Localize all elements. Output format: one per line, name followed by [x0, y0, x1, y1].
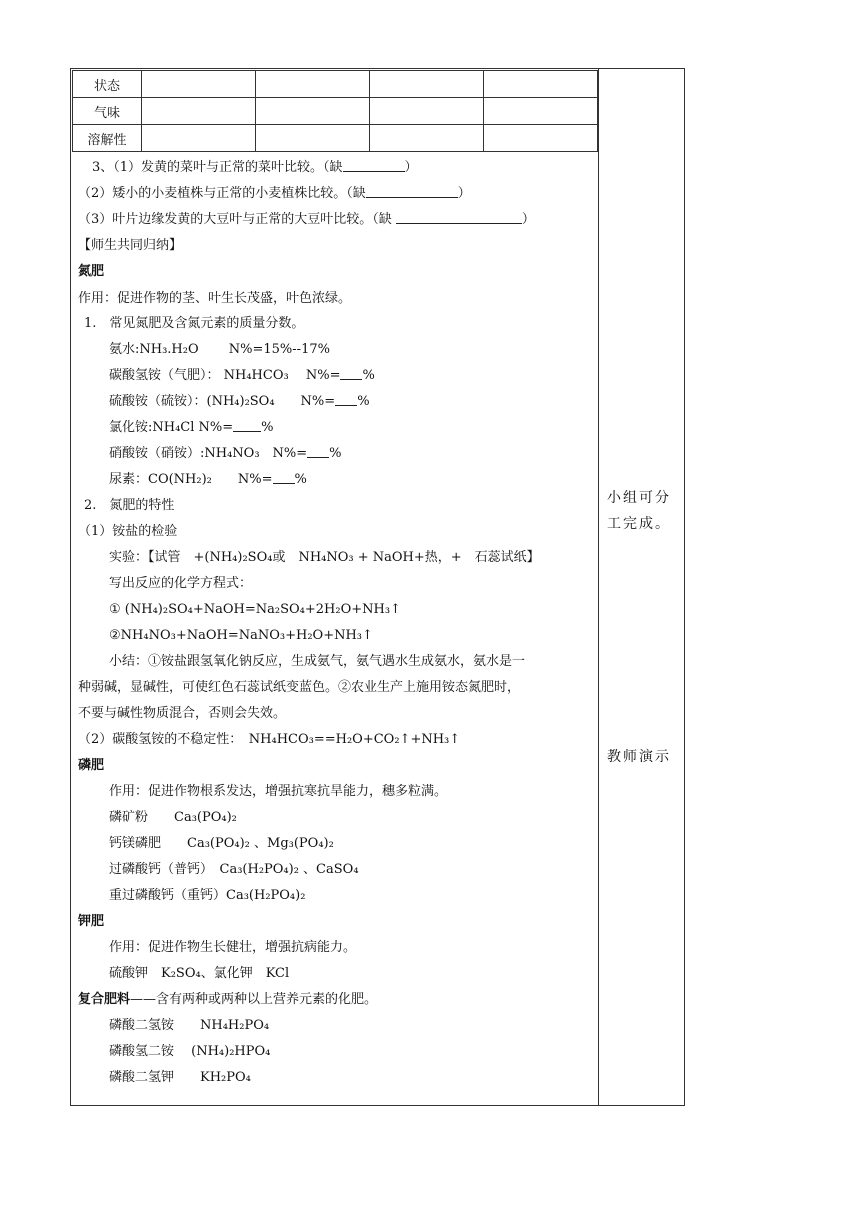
formula-text: 硫酸铵（硫铵）：(NH₄)₂SO₄ N%= [109, 394, 336, 409]
compound-fertilizer [78, 991, 377, 1009]
answer-blank[interactable] [343, 159, 405, 172]
conclusion-line-2: 种弱碱，显碱性，可使红色石蕊试纸变蓝色。②农业生产上施用铵态氮肥时， [78, 680, 521, 695]
table-cell [142, 71, 256, 98]
table-row [73, 125, 598, 152]
row-label: 状态 [73, 71, 142, 98]
potassium-salts: 硫酸钾 K₂SO₄、氯化钾 KCl [109, 966, 290, 981]
table-cell [256, 125, 370, 152]
monoammonium-phosphate: 磷酸二氢铵 NH₄H₂PO₄ [109, 1018, 270, 1033]
question-text: （2）矮小的小麦植株与正常的小麦植株比较。（缺 [78, 186, 366, 201]
table-row [73, 98, 598, 125]
row-label: 溶解性 [73, 125, 142, 152]
answer-blank[interactable] [273, 471, 295, 484]
potassium-function: 作用：促进作物生长健壮，增强抗病能力。 [109, 940, 357, 955]
conclusion-line-3: 不要与碱性物质混合，否则会失效。 [78, 706, 287, 721]
formula-text: 碳酸氢铵（气肥）： NH₄HCO₃ N%= [109, 368, 341, 383]
column-divider [598, 68, 599, 1106]
compound-heading: 复合肥料 [78, 992, 131, 1007]
question-text: （3）叶片边缘发黄的大豆叶与正常的大豆叶比较。（缺 [78, 212, 396, 227]
question-close: ） [404, 160, 418, 175]
percent-sign: % [329, 446, 342, 461]
phosphorus-heading: 磷肥 [78, 758, 105, 773]
percent-sign: % [294, 472, 307, 487]
diammonium-phosphate: 磷酸氢二铵 (NH₄)₂HPO₄ [109, 1044, 271, 1059]
answer-blank[interactable] [366, 185, 458, 198]
table-cell [484, 98, 598, 125]
answer-blank[interactable] [340, 367, 362, 380]
question-close: ） [521, 212, 535, 227]
ammonium-bicarbonate [109, 367, 375, 385]
table-row [73, 71, 598, 98]
table-cell [370, 98, 484, 125]
ammonium-nitrate [109, 445, 342, 463]
percent-sign: % [261, 420, 274, 435]
potassium-heading: 钾肥 [78, 914, 105, 929]
formula-text: 尿素：CO(NH₂)₂ N%= [109, 472, 273, 487]
nitrogen-item-1: 1. 常见氮肥及含氮元素的质量分数。 [84, 316, 305, 331]
phosphorus-function: 作用：促进作物根系发达，增强抗寒抗旱能力，穗多粒满。 [109, 784, 448, 799]
question-text: 3、（1）发黄的菜叶与正常的菜叶比较。（缺 [92, 160, 343, 175]
question-3-1 [92, 159, 418, 177]
phosphate-rock: 磷矿粉 Ca₃(PO₄)₂ [109, 810, 237, 825]
superphosphate: 过磷酸钙（普钙） Ca₃(H₂PO₄)₂ 、CaSO₄ [109, 862, 359, 877]
monopotassium-phosphate: 磷酸二氢钾 KH₂PO₄ [109, 1070, 251, 1085]
answer-blank[interactable] [307, 445, 329, 458]
write-equation-prompt: 写出反应的化学方程式： [109, 576, 253, 591]
table-cell [142, 125, 256, 152]
row-label: 气味 [73, 98, 142, 125]
experiment-line: 实验：【试管 +(NH₄)₂SO₄或 NH₄NO₃ + NaOH+热，+ 石蕊试纸】 [109, 550, 540, 565]
question-close: ） [457, 186, 471, 201]
formula-text: 氯化铵:NH₄Cl N%= [109, 420, 234, 435]
summary-heading: 【师生共同归纳】 [78, 238, 183, 253]
table-cell [370, 125, 484, 152]
ammonium-sulfate [109, 393, 370, 411]
nitrogen-function: 作用：促进作物的茎、叶生长茂盛，叶色浓绿。 [78, 291, 352, 306]
calcium-magnesium-phosphate: 钙镁磷肥 Ca₃(PO₄)₂ 、Mg₃(PO₄)₂ [109, 836, 334, 851]
side-note-teacher: 教师演示 [607, 749, 671, 765]
bicarbonate-instability: （2）碳酸氢铵的不稳定性： NH₄HCO₃==H₂O+CO₂↑+NH₃↑ [78, 732, 461, 747]
table-cell [484, 125, 598, 152]
ammonium-chloride [109, 419, 274, 437]
question-3-3 [78, 211, 535, 229]
answer-blank[interactable] [233, 419, 261, 432]
side-note-group: 小组可分工完成。 [607, 490, 671, 532]
ammonia-water: 氨水:NH₃.H₂O N%=15%--17% [109, 342, 330, 357]
answer-blank[interactable] [335, 393, 357, 406]
equation-1: ① (NH₄)₂SO₄+NaOH=Na₂SO₄+2H₂O+NH₃↑ [109, 602, 401, 617]
percent-sign: % [357, 394, 370, 409]
answer-blank[interactable] [396, 211, 522, 224]
ammonium-test-heading: （1）铵盐的检验 [78, 524, 178, 539]
properties-table [72, 70, 598, 152]
question-3-2 [78, 185, 471, 203]
table-cell [256, 98, 370, 125]
table-cell [142, 98, 256, 125]
nitrogen-item-2: 2. 氮肥的特性 [84, 498, 175, 513]
triple-superphosphate: 重过磷酸钙（重钙）Ca₃(H₂PO₄)₂ [109, 888, 306, 903]
nitrogen-heading: 氮肥 [78, 264, 105, 279]
equation-2: ②NH₄NO₃+NaOH=NaNO₃+H₂O+NH₃↑ [109, 628, 373, 643]
urea [109, 471, 307, 489]
formula-text: 硝酸铵（硝铵）:NH₄NO₃ N%= [109, 446, 308, 461]
table-cell [370, 71, 484, 98]
compound-definition: ——含有两种或两种以上营养元素的化肥。 [130, 992, 378, 1007]
conclusion-line-1: 小结：①铵盐跟氢氧化钠反应，生成氨气，氨气遇水生成氨水，氨水是一 [109, 654, 526, 669]
percent-sign: % [362, 368, 375, 383]
table-cell [484, 71, 598, 98]
table-cell [256, 71, 370, 98]
